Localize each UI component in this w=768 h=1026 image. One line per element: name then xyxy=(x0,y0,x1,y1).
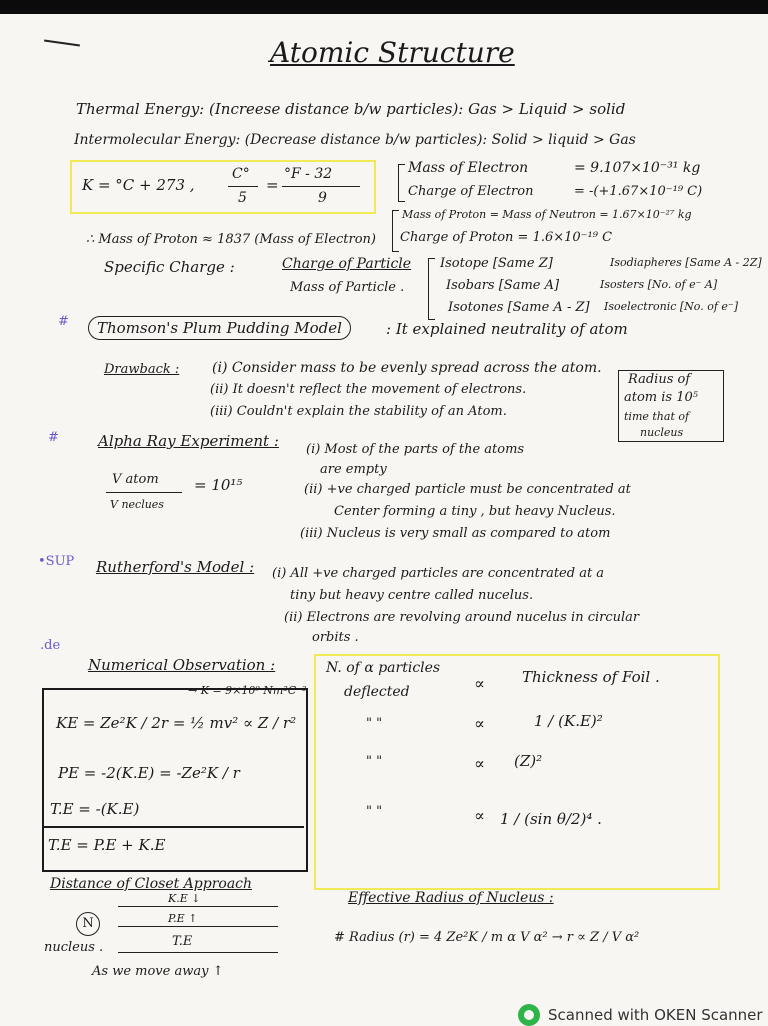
radius-note-1: Radius of xyxy=(628,372,691,387)
rutherford-point-2a: (ii) Electrons are revolving around nucelus in circular xyxy=(284,610,640,625)
arrow-line xyxy=(118,926,278,927)
total-energy-formula-1: T.E = -(K.E) xyxy=(50,800,140,818)
fraction-line xyxy=(228,186,258,187)
isotopes-bracket xyxy=(428,258,435,320)
volume-ratio-numerator: V atom xyxy=(112,472,159,487)
electron-bracket xyxy=(398,164,405,202)
proportional-symbol: ∝ xyxy=(474,714,485,733)
deflection-header-1b: deflected xyxy=(344,684,410,700)
te-arrow-label: T.E xyxy=(172,934,193,949)
margin-mark: # xyxy=(48,430,59,445)
effective-radius-heading: Effective Radius of Nucleus : xyxy=(348,890,554,906)
margin-mark: # xyxy=(58,314,69,329)
proton-electron-ratio: ∴ Mass of Proton ≈ 1837 (Mass of Electron) xyxy=(86,232,377,247)
kelvin-formula: K = °C + 273 , xyxy=(82,176,195,194)
fahrenheit-denominator: 9 xyxy=(318,190,327,206)
pen-stroke xyxy=(44,40,80,47)
proportional-symbol: ∝ xyxy=(474,806,485,825)
arrow-line xyxy=(118,952,278,953)
isoelectronic-text: Isoelectronic [No. of e⁻] xyxy=(604,300,739,313)
alpha-observation-2a: (ii) +ve charged particle must be concentrated at xyxy=(304,482,631,497)
electron-mass-value: = 9.107×10⁻³¹ kg xyxy=(574,160,701,176)
alpha-observation-2b: Center forming a tiny , but heavy Nucleus. xyxy=(334,504,616,519)
margin-mark: •SUP xyxy=(38,554,75,569)
celsius-numerator: C° xyxy=(232,166,250,182)
thomson-heading: Thomson's Plum Pudding Model xyxy=(88,316,351,340)
inverse-ke-squared: 1 / (K.E)² xyxy=(534,712,603,730)
rutherford-point-2b: orbits . xyxy=(312,630,359,645)
intermolecular-energy-line: Intermolecular Energy: (Decrease distance b/w particles): Solid > liquid > Gas xyxy=(74,132,636,148)
scanner-text: Scanned with OKEN Scanner xyxy=(548,1006,763,1024)
scanner-logo-icon xyxy=(518,1004,540,1026)
coulomb-constant: → K = 9×10⁹ Nm²C⁻² xyxy=(188,684,307,697)
ditto-mark: " " xyxy=(366,716,383,731)
equals-sign: = xyxy=(266,176,279,194)
arrow-line xyxy=(118,906,278,907)
inverse-sine-power: 1 / (sin θ/2)⁴ . xyxy=(500,810,602,828)
move-away-note: As we move away ↑ xyxy=(92,964,224,979)
alpha-heading: Alpha Ray Experiment : xyxy=(98,432,279,450)
potential-energy-formula: PE = -2(K.E) = -Ze²K / r xyxy=(58,764,240,782)
isodiapheres-text: Isodiapheres [Same A - 2Z] xyxy=(610,256,762,269)
drawback-2: (ii) It doesn't reflect the movement of electrons. xyxy=(210,382,527,397)
electron-charge-value: = -(+1.67×10⁻¹⁹ C) xyxy=(574,184,703,199)
radius-note-3: time that of xyxy=(624,410,690,423)
alpha-observation-1b: are empty xyxy=(320,462,387,477)
rutherford-heading: Rutherford's Model : xyxy=(96,558,255,576)
page-title: Atomic Structure xyxy=(270,36,515,69)
isobars-text: Isobars [Same A] xyxy=(446,278,560,293)
effective-radius-formula: # Radius (r) = 4 Ze²K / m α V α² → r ∝ Z / V α² xyxy=(334,930,640,945)
proton-mass: Mass of Proton = Mass of Neutron = 1.67×10⁻²⁷ kg xyxy=(402,208,692,221)
radius-note-4: nucleus xyxy=(640,426,684,439)
numerical-heading: Numerical Observation : xyxy=(88,656,276,674)
notebook-page xyxy=(0,14,768,1024)
isotope-text: Isotope [Same Z] xyxy=(440,256,553,271)
rutherford-point-1b: tiny but heavy centre called nucelus. xyxy=(290,588,534,603)
electron-charge-label: Charge of Electron xyxy=(408,184,534,199)
alpha-observation-3: (iii) Nucleus is very small as compared to atom xyxy=(300,526,611,541)
proportional-symbol: ∝ xyxy=(474,674,485,693)
drawback-1: (i) Consider mass to be evenly spread across the atom. xyxy=(212,360,602,376)
ditto-mark: " " xyxy=(366,804,383,819)
celsius-denominator: 5 xyxy=(238,190,247,206)
proportional-symbol: ∝ xyxy=(474,754,485,773)
fraction-line xyxy=(282,186,360,187)
thomson-description: : It explained neutrality of atom xyxy=(386,320,628,338)
deflection-header-3: Thickness of Foil . xyxy=(522,668,660,686)
fraction-line xyxy=(106,492,182,493)
volume-ratio-denominator: V neclues xyxy=(110,498,164,511)
alpha-observation-1a: (i) Most of the parts of the atoms xyxy=(306,442,525,457)
ditto-mark: " " xyxy=(366,754,383,769)
specific-charge-numerator: Charge of Particle xyxy=(282,256,412,272)
scanner-watermark xyxy=(518,1004,763,1026)
fahrenheit-numerator: °F - 32 xyxy=(284,166,333,182)
kinetic-energy-formula: KE = Ze²K / 2r = ½ mv² ∝ Z / r² xyxy=(56,714,297,732)
thermal-energy-line: Thermal Energy: (Increese distance b/w particles): Gas > Liquid > solid xyxy=(76,100,626,118)
volume-ratio-value: = 10¹⁵ xyxy=(194,476,243,494)
total-energy-formula-2: T.E = P.E + K.E xyxy=(48,836,166,854)
pe-arrow-label: P.E ↑ xyxy=(168,912,198,925)
drawback-label: Drawback : xyxy=(104,362,180,377)
proton-bracket xyxy=(392,210,399,252)
nucleus-circle: N xyxy=(76,912,100,936)
margin-mark: .de xyxy=(40,638,61,653)
radius-note-2: atom is 10⁵ xyxy=(624,390,698,405)
electron-mass-label: Mass of Electron xyxy=(408,160,529,176)
drawback-3: (iii) Couldn't explain the stability of an Atom. xyxy=(210,404,507,419)
proton-charge: Charge of Proton = 1.6×10⁻¹⁹ C xyxy=(400,230,613,245)
isosters-text: Isosters [No. of e⁻ A] xyxy=(600,278,718,291)
isotones-text: Isotones [Same A - Z] xyxy=(448,300,590,315)
closest-approach-heading: Distance of Closet Approach xyxy=(50,876,253,892)
deflection-header-1: N. of α particles xyxy=(326,660,441,676)
specific-charge-label: Specific Charge : xyxy=(104,258,235,276)
rutherford-point-1a: (i) All +ve charged particles are concentrated at a xyxy=(272,566,605,581)
specific-charge-denominator: Mass of Particle . xyxy=(290,280,405,295)
z-squared: (Z)² xyxy=(514,752,543,770)
nucleus-label: nucleus . xyxy=(44,940,104,955)
top-bar xyxy=(0,0,768,14)
divider xyxy=(42,826,304,828)
ke-arrow-label: K.E ↓ xyxy=(168,892,201,905)
